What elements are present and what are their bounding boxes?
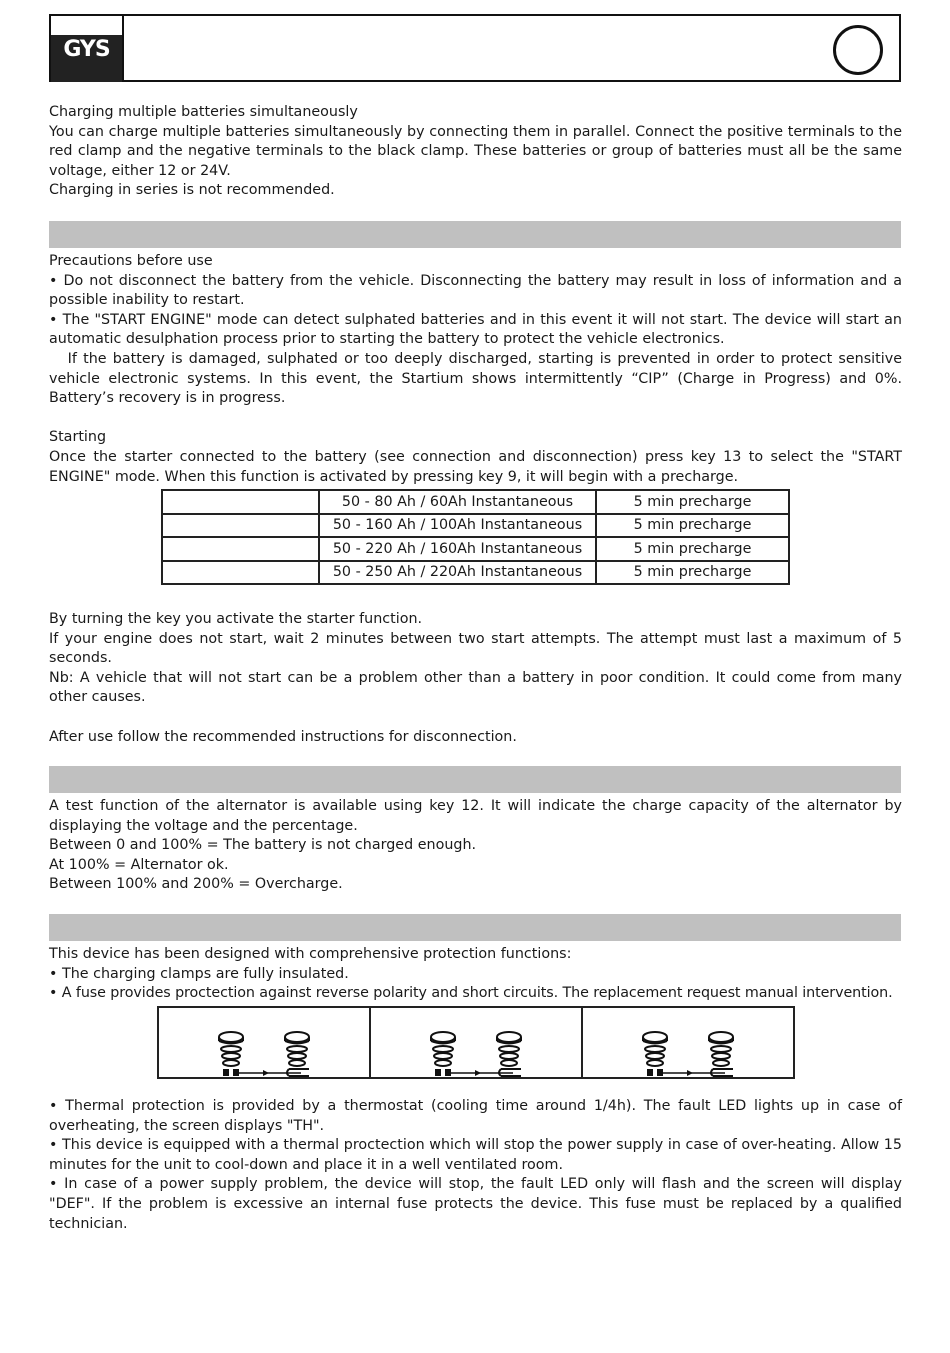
starting-notes	[49, 610, 902, 747]
precharge-cell: 5 min precharge	[596, 490, 789, 514]
section-header-bar-start	[49, 221, 901, 248]
language-circle-icon	[833, 25, 883, 75]
fuse-assembly-icon	[633, 1027, 743, 1077]
alternator-paragraph: A test function of the alternator is available using key 12. It will indicate the charge capacity of the alternator by displaying the voltage and the percentage.	[49, 798, 902, 834]
gys-logo	[51, 16, 124, 82]
model-cell	[162, 561, 319, 585]
protection-details	[49, 1097, 902, 1234]
precaution-item: • Do not disconnect the battery from the vehicle. Disconnecting the battery may result in loss of information and a possible inability to restart.	[49, 272, 902, 309]
precharge-cell: 5 min precharge	[596, 537, 789, 561]
section-header-bar-alternator	[49, 766, 901, 793]
model-cell	[162, 490, 319, 514]
protection-section	[49, 945, 902, 1004]
alternator-range-ok: At 100% = Alternator ok.	[49, 856, 229, 873]
precharge-table	[161, 489, 790, 585]
after-use-note: After use follow the recommended instructions for disconnection.	[49, 728, 517, 745]
nb-note: Nb: A vehicle that will not start can be a problem other than a battery in poor condition. It could come from many other causes.	[49, 669, 902, 706]
fuse-diagram-table	[157, 1006, 795, 1079]
model-cell	[162, 514, 319, 538]
alternator-range-low: Between 0 and 100% = The battery is not charged enough.	[49, 837, 477, 854]
range-cell: 50 - 160 Ah / 100Ah Instantaneous	[319, 514, 596, 538]
model-cell	[162, 537, 319, 561]
range-cell: 50 - 220 Ah / 160Ah Instantaneous	[319, 537, 596, 561]
alternator-section	[49, 797, 902, 895]
starter-note: By turning the key you activate the starter function.	[49, 611, 423, 627]
table-row	[162, 490, 789, 514]
table-row	[162, 514, 789, 538]
fuse-diagram-cell	[583, 1008, 793, 1077]
protection-item: • The charging clamps are fully insulated.	[49, 965, 349, 982]
fuse-assembly-icon	[421, 1027, 531, 1077]
range-cell: 50 - 250 Ah / 220Ah Instantaneous	[319, 561, 596, 585]
precharge-cell: 5 min precharge	[596, 514, 789, 538]
series-note: Charging in series is not recommended.	[49, 182, 335, 199]
protection-item: • This device is equipped with a thermal proctection which will stop the power supply in case of over-heating. Allow 15 minutes for the unit to cool-down and place it in a well ventilated room.	[49, 1137, 902, 1173]
precautions-section	[49, 252, 907, 487]
protection-item: • A fuse provides proctection against reverse polarity and short circuits. The replacement request manual intervention.	[49, 985, 893, 1002]
protection-intro: This device has been designed with comprehensive protection functions:	[49, 946, 572, 962]
alternator-range-high: Between 100% and 200% = Overcharge.	[49, 876, 343, 893]
range-cell: 50 - 80 Ah / 60Ah Instantaneous	[319, 490, 596, 514]
table-row	[162, 561, 789, 585]
protection-item: • In case of a power supply problem, the device will stop, the fault LED only will flash and the screen will display "DEF". If the problem is excessive an internal fuse protects the device. This fuse must be replaced by a qualified technician.	[49, 1176, 902, 1232]
table-row	[162, 537, 789, 561]
logo-text: GYS	[51, 35, 122, 64]
starting-paragraph: Once the starter connected to the battery (see connection and disconnection) press key 13 to select the "START ENGINE" mode. When this function is activated by pressing key 9, it will begin with a precharge.	[49, 448, 902, 485]
section-header-bar-protection	[49, 914, 901, 941]
multi-battery-section	[49, 103, 902, 201]
precharge-cell: 5 min precharge	[596, 561, 789, 585]
protection-item: • Thermal protection is provided by a thermostat (cooling time around 1/4h). The fault LED lights up in case of overheating, the screen displays "TH".	[49, 1098, 902, 1134]
precautions-title: Precautions before use	[49, 253, 213, 269]
logo-base	[51, 64, 122, 82]
precaution-item: If the battery is damaged, sulphated or too deeply discharged, starting is prevented in order to protect sensitive vehicle electronic systems. In this event, the Startium shows intermittently “CIP” (Charge in Progress) and 0%. Battery’s recovery is in progress.	[49, 350, 907, 407]
start-attempt-note: If your engine does not start, wait 2 minutes between two start attempts. The attempt must last a maximum of 5 seconds.	[49, 630, 902, 667]
multi-battery-paragraph: You can charge multiple batteries simultaneously by connecting them in parallel. Connect the positive terminals to the red clamp and the negative terminals to the black clamp. These batteries or group of batteries must all be the same voltage, either 12 or 24V.	[49, 123, 902, 179]
fuse-diagram-cell	[159, 1008, 371, 1077]
starting-title: Starting	[49, 429, 107, 446]
multi-battery-title: Charging multiple batteries simultaneously	[49, 104, 358, 120]
page-header	[49, 14, 901, 82]
fuse-assembly-icon	[209, 1027, 319, 1077]
precaution-item: • The "START ENGINE" mode can detect sulphated batteries and in this event it will not start. The device will start an automatic desulphation process prior to starting the battery to protect the vehicle electronics.	[49, 311, 902, 348]
fuse-diagram-cell	[371, 1008, 583, 1077]
